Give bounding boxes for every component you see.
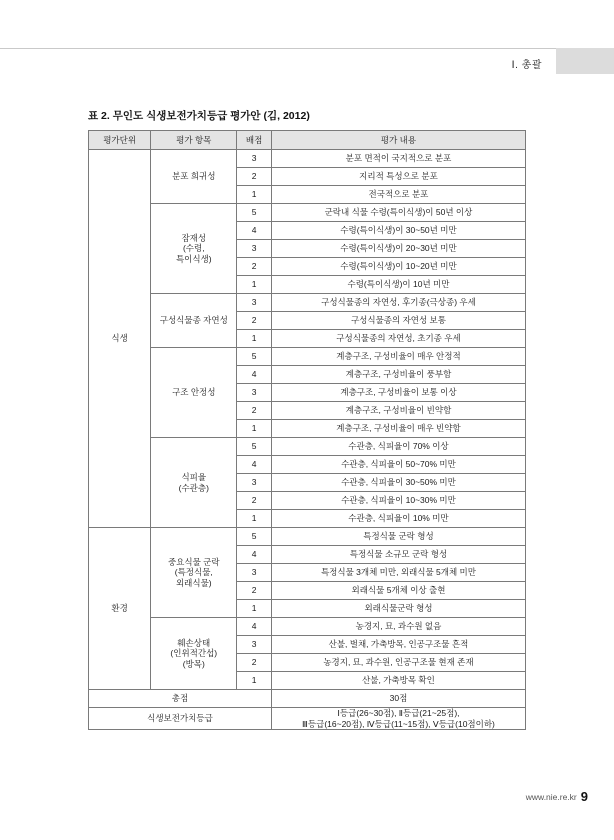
item-cell-important-plants <box>151 528 237 618</box>
score-cell: 3 <box>237 564 272 582</box>
score-cell: 3 <box>237 240 272 258</box>
content-cell: 특정식물 3개체 미만, 외래식물 5개체 미만 <box>271 564 525 582</box>
score-cell: 2 <box>237 492 272 510</box>
content-cell: 농경지, 묘, 과수원, 인공구조물 현재 존재 <box>271 654 525 672</box>
item-line: 잠재성 <box>181 232 207 243</box>
score-cell: 5 <box>237 438 272 456</box>
item-cell-structure-stability: 구조 안정성 <box>151 348 237 438</box>
score-cell: 1 <box>237 186 272 204</box>
score-cell: 3 <box>237 150 272 168</box>
content-cell: 수령(특이식생)이 10년 미만 <box>271 276 525 294</box>
content-cell: 수관층, 식피율이 10% 미만 <box>271 510 525 528</box>
item-cell-rarity: 분포 희귀성 <box>151 150 237 204</box>
content-cell: 전국적으로 분포 <box>271 186 525 204</box>
item-line: (특정식물, <box>174 567 213 578</box>
table-caption: 표 2. 무인도 식생보전가치등급 평가안 (김, 2012) <box>88 110 310 122</box>
evaluation-table <box>88 130 526 730</box>
score-cell: 5 <box>237 348 272 366</box>
unit-cell-environment: 환경 <box>89 528 151 690</box>
table-row <box>89 204 526 222</box>
grade-label: 식생보전가치등급 <box>89 708 272 730</box>
column-header-item: 평가 항목 <box>151 131 237 150</box>
score-cell: 2 <box>237 258 272 276</box>
item-line: 특이식생) <box>175 253 212 264</box>
score-cell: 1 <box>237 672 272 690</box>
score-cell: 1 <box>237 420 272 438</box>
column-header-unit: 평가단위 <box>89 131 151 150</box>
content-cell: 계층구조, 구성비율이 풍부함 <box>271 366 525 384</box>
footer-site-url: www.nie.re.kr <box>525 792 577 802</box>
score-cell: 4 <box>237 456 272 474</box>
content-cell: 수관층, 식피율이 30~50% 미만 <box>271 474 525 492</box>
score-cell: 5 <box>237 528 272 546</box>
total-label: 총점 <box>89 690 272 708</box>
table-row <box>89 438 526 456</box>
content-cell: 산불, 벌채, 가축방목, 인공구조물 흔적 <box>271 636 525 654</box>
score-cell: 2 <box>237 312 272 330</box>
score-cell: 3 <box>237 636 272 654</box>
table-body <box>89 150 526 730</box>
score-cell: 5 <box>237 204 272 222</box>
content-cell: 수령(특이식생)이 20~30년 미만 <box>271 240 525 258</box>
content-cell: 외래식물군락 형성 <box>271 600 525 618</box>
score-cell: 2 <box>237 168 272 186</box>
content-cell: 특정식물 소규모 군락 형성 <box>271 546 525 564</box>
score-cell: 1 <box>237 276 272 294</box>
score-cell: 4 <box>237 222 272 240</box>
table-row <box>89 618 526 636</box>
score-cell: 1 <box>237 600 272 618</box>
table-row <box>89 294 526 312</box>
content-cell: 수령(특이식생)이 10~20년 미만 <box>271 258 525 276</box>
table-row-total <box>89 690 526 708</box>
score-cell: 4 <box>237 546 272 564</box>
content-cell: 계층구조, 구성비율이 보통 이상 <box>271 384 525 402</box>
content-cell: 수관층, 식피율이 50~70% 미만 <box>271 456 525 474</box>
item-line: 식피율 <box>181 471 207 482</box>
item-line: (수관층) <box>178 482 209 493</box>
total-value: 30점 <box>271 690 525 708</box>
table-row-grade <box>89 708 526 730</box>
table-row <box>89 528 526 546</box>
item-cell-coverage <box>151 438 237 528</box>
grade-line: Ⅰ등급(26~30점), Ⅱ등급(21~25점), <box>337 708 460 718</box>
table-row <box>89 348 526 366</box>
content-cell: 계층구조, 구성비율이 빈약함 <box>271 402 525 420</box>
score-cell: 2 <box>237 402 272 420</box>
item-line: (인위적간섭) <box>170 648 218 659</box>
score-cell: 1 <box>237 510 272 528</box>
score-cell: 2 <box>237 654 272 672</box>
content-cell: 수령(특이식생)이 30~50년 미만 <box>271 222 525 240</box>
score-cell: 4 <box>237 618 272 636</box>
content-cell: 수관층, 식피율이 10~30% 미만 <box>271 492 525 510</box>
score-cell: 4 <box>237 366 272 384</box>
score-cell: 3 <box>237 294 272 312</box>
content-cell: 특정식물 군락 형성 <box>271 528 525 546</box>
content-cell: 농경지, 묘, 과수원 없음 <box>271 618 525 636</box>
item-line: (수령, <box>182 243 205 254</box>
content-cell: 수관층, 식피율이 70% 이상 <box>271 438 525 456</box>
content-cell: 지리적 특성으로 분포 <box>271 168 525 186</box>
content-cell: 구성식물종의 자연성, 초기종 우세 <box>271 330 525 348</box>
header-tab-block <box>556 48 614 74</box>
score-cell: 3 <box>237 384 272 402</box>
score-cell: 2 <box>237 582 272 600</box>
content-cell: 분포 면적이 국지적으로 분포 <box>271 150 525 168</box>
grade-value <box>271 708 525 730</box>
item-line: (방목) <box>182 658 205 669</box>
table-row <box>89 150 526 168</box>
item-line: 외래식물) <box>175 577 212 588</box>
item-line: 훼손상태 <box>177 637 211 648</box>
item-line: 중요식물 군락 <box>167 556 220 567</box>
page-footer <box>526 789 588 804</box>
score-cell: 3 <box>237 474 272 492</box>
footer-page-number: 9 <box>580 789 588 804</box>
score-cell: 1 <box>237 330 272 348</box>
content-cell: 계층구조, 구성비율이 매우 빈약함 <box>271 420 525 438</box>
header-divider <box>0 48 614 49</box>
content-cell: 외래식물 5개체 이상 출현 <box>271 582 525 600</box>
content-cell: 구성식물종의 자연성, 후기종(극상종) 우세 <box>271 294 525 312</box>
item-cell-potential <box>151 204 237 294</box>
column-header-score: 배점 <box>237 131 272 150</box>
content-cell: 산불, 가축방목 확인 <box>271 672 525 690</box>
column-header-content: 평가 내용 <box>271 131 525 150</box>
content-cell: 군락내 식물 수령(특이식생)이 50년 이상 <box>271 204 525 222</box>
table-header-row <box>89 131 526 150</box>
header-section-label: Ⅰ. 총괄 <box>511 60 542 71</box>
grade-line: Ⅲ등급(16~20점), Ⅳ등급(11~15점), Ⅴ등급(10점이하) <box>302 718 495 729</box>
unit-cell-vegetation: 식생 <box>89 150 151 528</box>
content-cell: 구성식물종의 자연성 보통 <box>271 312 525 330</box>
content-cell: 계층구조, 구성비율이 매우 안정적 <box>271 348 525 366</box>
item-cell-damage-state <box>151 618 237 690</box>
item-cell-naturalness: 구성식물종 자연성 <box>151 294 237 348</box>
